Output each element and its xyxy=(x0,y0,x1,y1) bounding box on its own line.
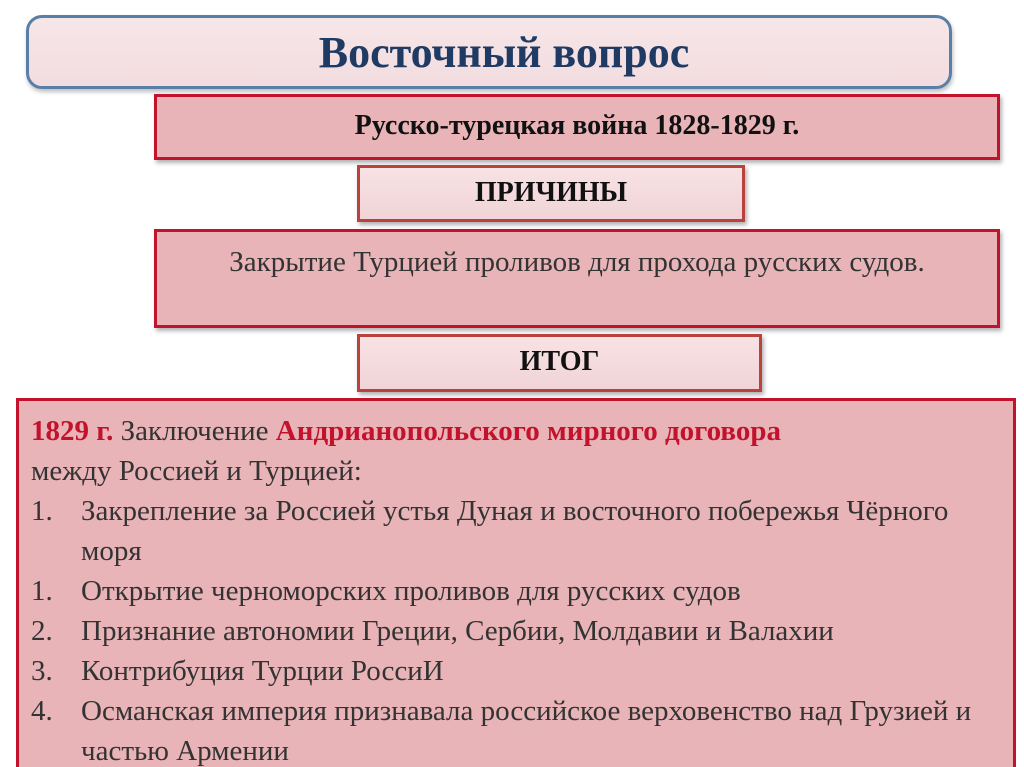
list-item xyxy=(31,571,1013,611)
war-heading-box xyxy=(154,94,1000,160)
list-item xyxy=(31,611,1013,651)
list-item xyxy=(31,691,1013,767)
list-item-text: Закрепление за Россией устья Дуная и восточного побережья Чёрного моря xyxy=(81,495,949,567)
list-item xyxy=(31,491,1013,571)
list-item-text: Признание автономии Греции, Сербии, Молдавии и Валахии xyxy=(81,615,834,647)
list-item-number: 2. xyxy=(31,615,53,647)
result-box xyxy=(16,398,1016,767)
war-heading: Русско-турецкая война 1828-1829 г. xyxy=(354,110,800,141)
list-item-number: 1. xyxy=(31,495,53,527)
causes-text: Закрытие Турцией проливов для прохода русских судов. xyxy=(229,246,925,278)
intro-suffix: между Россией и Турцией: xyxy=(31,455,362,487)
list-item-number: 1. xyxy=(31,575,53,607)
treaty-name: Андрианопольского мирного договора xyxy=(275,415,781,447)
causes-label-box xyxy=(357,165,745,222)
causes-box xyxy=(154,229,1000,328)
result-list xyxy=(31,491,1013,767)
list-item-number: 3. xyxy=(31,655,53,687)
intro-prefix: Заключение xyxy=(113,415,276,447)
treaty-year: 1829 г. xyxy=(31,415,114,447)
result-label-box xyxy=(357,334,762,392)
list-item-number: 4. xyxy=(31,695,53,727)
list-item xyxy=(31,651,1013,691)
list-item-text: Османская империя признавала российское верховенство над Грузией и частью Армении xyxy=(81,695,972,767)
causes-label: ПРИЧИНЫ xyxy=(474,177,628,208)
result-intro xyxy=(31,411,1013,491)
list-item-text: Контрибуция Турции РоссиИ xyxy=(81,655,444,687)
result-content xyxy=(19,401,1013,767)
result-label: ИТОГ xyxy=(519,346,600,377)
page-title: Восточный вопрос xyxy=(318,27,690,77)
title-box xyxy=(26,15,952,89)
list-item-text: Открытие черноморских проливов для русских судов xyxy=(81,575,741,607)
